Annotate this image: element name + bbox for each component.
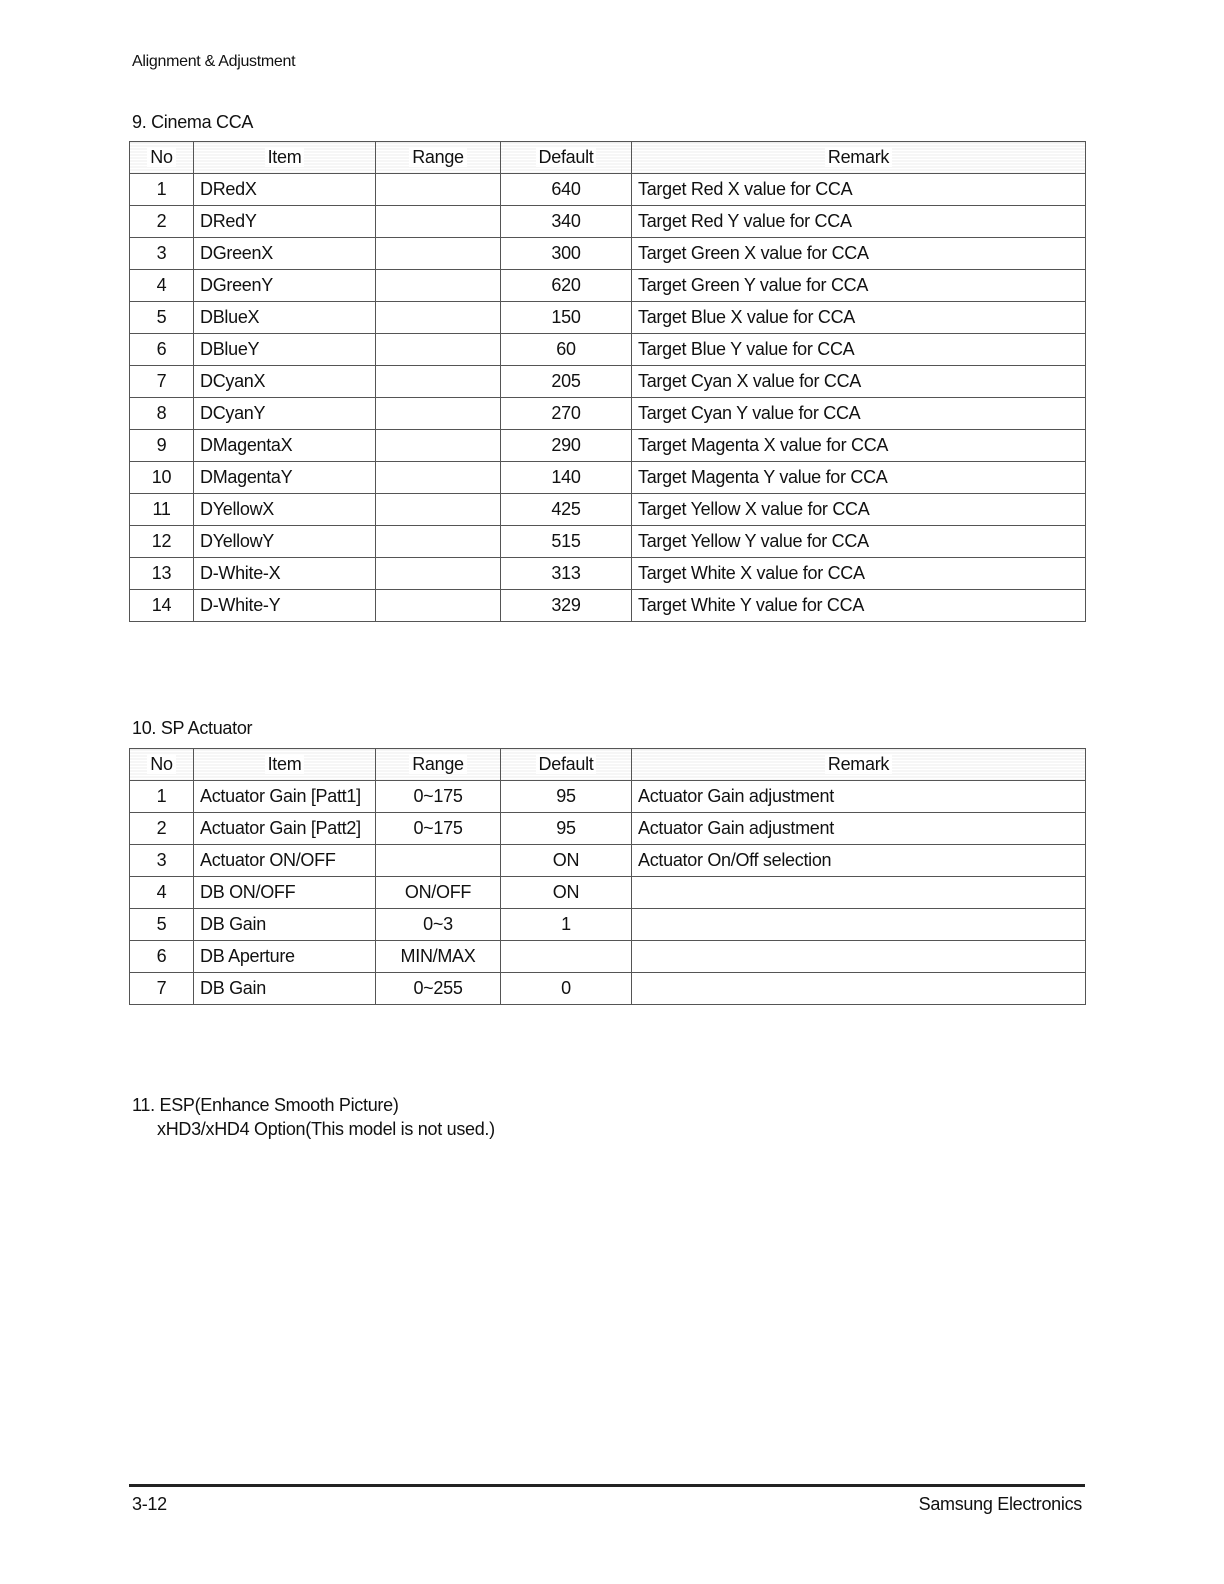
table-row [130, 941, 1086, 973]
cell-remark [632, 877, 1086, 909]
cell-remark [632, 941, 1086, 973]
footer-divider [129, 1484, 1085, 1487]
cell-item: DGreenX [194, 238, 376, 270]
cell-default: 515 [501, 526, 632, 558]
cell-default: 425 [501, 494, 632, 526]
cell-default: 1 [501, 909, 632, 941]
cell-default: 640 [501, 174, 632, 206]
section-11-note: xHD3/xHD4 Option(This model is not used.) [157, 1119, 495, 1139]
cell-default: 205 [501, 366, 632, 398]
cell-no: 13 [130, 558, 194, 590]
cell-default: ON [501, 877, 632, 909]
cell-range [376, 206, 501, 238]
cell-default: 60 [501, 334, 632, 366]
cell-no: 12 [130, 526, 194, 558]
cell-remark [632, 909, 1086, 941]
cell-no: 5 [130, 302, 194, 334]
cell-default: 150 [501, 302, 632, 334]
cell-default: 95 [501, 813, 632, 845]
column-header-item: Item [194, 749, 376, 781]
cell-range [376, 398, 501, 430]
table-row [130, 845, 1086, 877]
cell-no: 14 [130, 590, 194, 622]
cell-range [376, 302, 501, 334]
cell-no: 6 [130, 941, 194, 973]
table-row [130, 973, 1086, 1005]
cell-item: DB Gain [194, 909, 376, 941]
sp-actuator-table [129, 748, 1086, 1005]
column-header-no: No [130, 142, 194, 174]
cell-remark: Target White X value for CCA [632, 558, 1086, 590]
cell-range [376, 526, 501, 558]
cell-default [501, 941, 632, 973]
cell-default: 313 [501, 558, 632, 590]
company-name: Samsung Electronics [918, 1494, 1082, 1514]
table-row [130, 206, 1086, 238]
cell-default: 95 [501, 781, 632, 813]
cell-remark: Target Yellow X value for CCA [632, 494, 1086, 526]
cell-default: 620 [501, 270, 632, 302]
cell-remark: Target Green X value for CCA [632, 238, 1086, 270]
table-header-row [130, 142, 1086, 174]
table-row [130, 781, 1086, 813]
cell-remark: Target White Y value for CCA [632, 590, 1086, 622]
table-row [130, 366, 1086, 398]
cell-range: 0~3 [376, 909, 501, 941]
cell-item: DCyanY [194, 398, 376, 430]
cell-range [376, 462, 501, 494]
cell-range [376, 494, 501, 526]
cell-remark: Target Blue X value for CCA [632, 302, 1086, 334]
cell-range [376, 174, 501, 206]
table-row [130, 526, 1086, 558]
cell-no: 4 [130, 877, 194, 909]
cell-item: D-White-Y [194, 590, 376, 622]
cell-range [376, 558, 501, 590]
cell-no: 9 [130, 430, 194, 462]
column-header-no: No [130, 749, 194, 781]
cell-no: 8 [130, 398, 194, 430]
cell-no: 1 [130, 781, 194, 813]
cell-range [376, 430, 501, 462]
cell-no: 10 [130, 462, 194, 494]
cell-remark: Target Red X value for CCA [632, 174, 1086, 206]
column-header-item: Item [194, 142, 376, 174]
cell-range: 0~175 [376, 781, 501, 813]
cell-item: Actuator Gain [Patt1] [194, 781, 376, 813]
cell-range: 0~175 [376, 813, 501, 845]
cell-item: DB Gain [194, 973, 376, 1005]
cell-item: DMagentaX [194, 430, 376, 462]
section-9-title: 9. Cinema CCA [132, 112, 254, 132]
cell-range [376, 845, 501, 877]
cell-no: 5 [130, 909, 194, 941]
cell-remark: Target Cyan X value for CCA [632, 366, 1086, 398]
cell-default: 340 [501, 206, 632, 238]
cell-item: DYellowX [194, 494, 376, 526]
table-row [130, 462, 1086, 494]
table-row [130, 813, 1086, 845]
section-11-title: 11. ESP(Enhance Smooth Picture) [132, 1095, 399, 1115]
cell-item: DCyanX [194, 366, 376, 398]
table-row [130, 398, 1086, 430]
cell-no: 3 [130, 845, 194, 877]
cell-remark: Target Red Y value for CCA [632, 206, 1086, 238]
cell-item: D-White-X [194, 558, 376, 590]
cell-no: 1 [130, 174, 194, 206]
cell-range [376, 334, 501, 366]
cell-item: DGreenY [194, 270, 376, 302]
page-header: Alignment & Adjustment [132, 53, 296, 70]
cell-item: DB Aperture [194, 941, 376, 973]
cell-item: DB ON/OFF [194, 877, 376, 909]
cell-range [376, 366, 501, 398]
cell-remark: Target Cyan Y value for CCA [632, 398, 1086, 430]
cell-default: 140 [501, 462, 632, 494]
cell-item: DMagentaY [194, 462, 376, 494]
cell-remark: Actuator Gain adjustment [632, 781, 1086, 813]
cell-range: MIN/MAX [376, 941, 501, 973]
table-row [130, 302, 1086, 334]
cell-item: DBlueY [194, 334, 376, 366]
table-row [130, 270, 1086, 302]
cell-default: 290 [501, 430, 632, 462]
cell-default: 300 [501, 238, 632, 270]
cell-no: 4 [130, 270, 194, 302]
column-header-range: Range [376, 749, 501, 781]
cell-default: 329 [501, 590, 632, 622]
cell-remark: Target Green Y value for CCA [632, 270, 1086, 302]
table-row [130, 174, 1086, 206]
table-row [130, 558, 1086, 590]
table-row [130, 877, 1086, 909]
table-row [130, 430, 1086, 462]
table-row [130, 909, 1086, 941]
cell-range [376, 238, 501, 270]
cell-remark: Target Magenta X value for CCA [632, 430, 1086, 462]
cell-no: 2 [130, 813, 194, 845]
cell-remark: Target Blue Y value for CCA [632, 334, 1086, 366]
cell-no: 3 [130, 238, 194, 270]
column-header-remark: Remark [632, 142, 1086, 174]
table-row [130, 334, 1086, 366]
cell-range: ON/OFF [376, 877, 501, 909]
cell-no: 6 [130, 334, 194, 366]
column-header-default: Default [501, 142, 632, 174]
cell-no: 7 [130, 973, 194, 1005]
cell-no: 11 [130, 494, 194, 526]
cell-default: 270 [501, 398, 632, 430]
cell-item: DRedY [194, 206, 376, 238]
cell-no: 7 [130, 366, 194, 398]
table-row [130, 238, 1086, 270]
cell-item: Actuator Gain [Patt2] [194, 813, 376, 845]
section-10-title: 10. SP Actuator [132, 718, 253, 738]
cinema-cca-table [129, 141, 1086, 622]
cell-remark: Actuator On/Off selection [632, 845, 1086, 877]
cell-no: 2 [130, 206, 194, 238]
cell-item: Actuator ON/OFF [194, 845, 376, 877]
cell-range [376, 590, 501, 622]
column-header-range: Range [376, 142, 501, 174]
cell-range: 0~255 [376, 973, 501, 1005]
table-row [130, 590, 1086, 622]
cell-remark: Target Yellow Y value for CCA [632, 526, 1086, 558]
page-number: 3-12 [132, 1494, 167, 1514]
cell-item: DRedX [194, 174, 376, 206]
cell-default: ON [501, 845, 632, 877]
column-header-remark: Remark [632, 749, 1086, 781]
cell-remark [632, 973, 1086, 1005]
cell-range [376, 270, 501, 302]
cell-item: DYellowY [194, 526, 376, 558]
cell-default: 0 [501, 973, 632, 1005]
cell-item: DBlueX [194, 302, 376, 334]
table-header-row [130, 749, 1086, 781]
column-header-default: Default [501, 749, 632, 781]
cell-remark: Target Magenta Y value for CCA [632, 462, 1086, 494]
cell-remark: Actuator Gain adjustment [632, 813, 1086, 845]
table-row [130, 494, 1086, 526]
